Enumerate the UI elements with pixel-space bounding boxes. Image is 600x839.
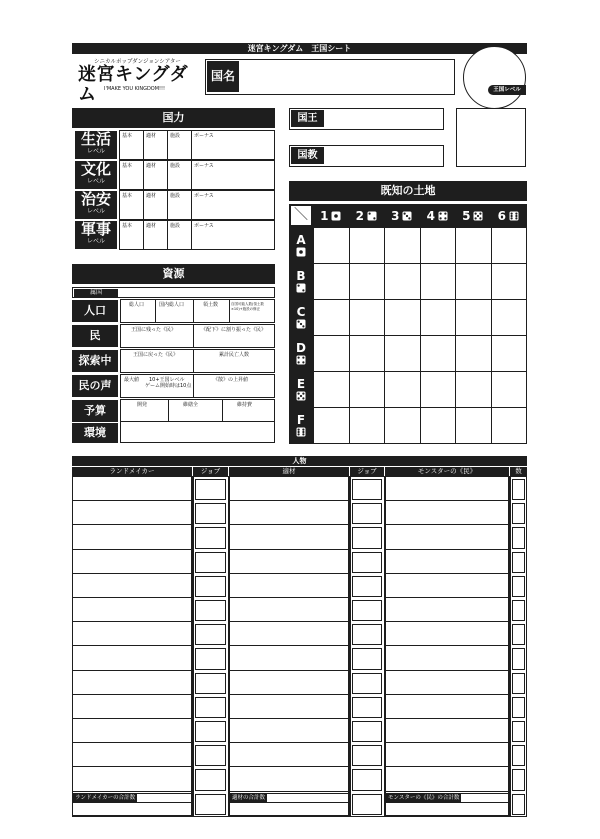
power-cell-label: ボーナス	[194, 133, 214, 139]
people-name-cell[interactable]	[229, 671, 349, 695]
logo	[74, 57, 204, 105]
people-job-cell[interactable]	[512, 527, 525, 548]
land-cell[interactable]	[491, 371, 528, 408]
people-job-cell[interactable]	[512, 479, 525, 500]
power-cell[interactable]	[120, 131, 144, 159]
power-cell-label: ボーナス	[194, 193, 214, 199]
people-name-cell[interactable]	[385, 695, 509, 719]
divider	[193, 350, 194, 372]
people-total-label: モンスターの《民》の合計数	[388, 795, 460, 801]
exploring-box[interactable]	[120, 349, 275, 373]
logo-tagline: I'MAKE YOU KINGDOM!!!	[104, 86, 166, 92]
power-cell-label: 施設	[170, 133, 181, 139]
explore-dead-label: 累計民亡人数	[219, 352, 250, 358]
die-face-icon	[296, 283, 306, 293]
power-cell[interactable]	[192, 221, 264, 249]
kingdom-name-box[interactable]	[205, 59, 455, 95]
divider	[193, 300, 194, 322]
divider	[222, 400, 223, 422]
land-cell[interactable]	[349, 371, 386, 408]
divider	[193, 325, 194, 347]
land-row-header	[289, 371, 313, 407]
people-name-cell[interactable]	[229, 719, 349, 743]
land-cell[interactable]	[349, 227, 386, 264]
people-name-cell[interactable]	[229, 574, 349, 598]
power-cell-label: 基本	[122, 223, 133, 229]
power-cell[interactable]	[144, 221, 168, 249]
people-job-cell[interactable]	[195, 624, 226, 645]
power-row-label	[75, 191, 117, 219]
land-row-letter: F	[296, 413, 306, 427]
power-cell[interactable]	[144, 161, 168, 189]
land-cell[interactable]	[313, 335, 350, 372]
pop-total-label: 総人口	[129, 302, 145, 308]
power-row-name: 軍事	[80, 220, 111, 238]
people-name-cell[interactable]	[385, 550, 509, 574]
land-cell[interactable]	[420, 371, 457, 408]
explore-returned-label: 王国に戻った《民》	[133, 352, 179, 358]
land-cell[interactable]	[384, 371, 421, 408]
divider	[193, 375, 194, 397]
die-face-icon	[473, 211, 483, 221]
budget-box[interactable]	[120, 399, 275, 423]
people-job-cell[interactable]	[352, 552, 382, 573]
people-total-box[interactable]	[229, 793, 349, 803]
power-cell-label: ボーナス	[194, 223, 214, 229]
land-col-number: 1	[320, 208, 329, 223]
people-job-cell[interactable]	[195, 479, 226, 500]
power-title: 国力	[72, 108, 275, 128]
people-name-cell[interactable]	[229, 767, 349, 791]
people-total-label: 適材の合計数	[232, 795, 266, 801]
voice-rise-label: 《散》の上昇値	[213, 377, 249, 383]
people-name-cell[interactable]	[385, 501, 509, 525]
people-name-cell[interactable]	[229, 477, 349, 501]
power-cell-label: 施設	[170, 193, 181, 199]
budget-dev-label: 開発	[137, 402, 148, 408]
land-row-header	[289, 263, 313, 299]
land-col-header	[384, 204, 420, 227]
land-cell[interactable]	[420, 407, 457, 444]
people-job-cell[interactable]	[512, 673, 525, 694]
land-col-header	[420, 204, 456, 227]
people-name-cell[interactable]	[385, 525, 509, 549]
land-cell[interactable]	[313, 227, 350, 264]
power-row-box[interactable]	[119, 220, 275, 250]
logo-subtitle: シニカルポップダンジョンシアター	[94, 59, 181, 65]
religion-label: 国教	[291, 147, 324, 164]
land-cell[interactable]	[491, 299, 528, 336]
power-cell[interactable]	[120, 221, 144, 249]
people-job-cell[interactable]	[352, 527, 382, 548]
resources-title: 資源	[72, 264, 275, 284]
people-job-cell[interactable]	[512, 600, 525, 621]
pop-capacity-label: 自国可能人数(領土数×10)+施設の修正	[231, 302, 264, 311]
land-col-number: 4	[426, 208, 435, 223]
king-label: 国王	[291, 110, 324, 127]
people-job-cell[interactable]	[352, 648, 382, 669]
power-cell-label: 適材	[146, 223, 157, 229]
people-job-cell[interactable]	[352, 721, 382, 742]
land-col-number: 5	[462, 208, 471, 223]
divider	[155, 300, 156, 322]
budget-upkeep-label: 維持費	[237, 402, 253, 408]
people-job-cell[interactable]	[195, 745, 226, 766]
people-job-cell[interactable]	[512, 697, 525, 718]
people-name-cell[interactable]	[72, 671, 192, 695]
people-job-cell[interactable]	[195, 769, 226, 790]
vassal-label: 属国	[74, 289, 118, 297]
people-name-cell[interactable]	[385, 671, 509, 695]
power-row-box[interactable]	[119, 130, 275, 160]
land-cell[interactable]	[313, 299, 350, 336]
power-row-sub: レベル	[86, 238, 105, 245]
people-job-cell[interactable]	[195, 527, 226, 548]
people-name-cell[interactable]	[385, 477, 509, 501]
land-row-letter: A	[296, 233, 306, 247]
land-cell[interactable]	[313, 263, 350, 300]
land-row-header	[289, 335, 313, 371]
people-name-cell[interactable]	[229, 622, 349, 646]
power-cell[interactable]	[192, 131, 264, 159]
land-cell[interactable]	[491, 227, 528, 264]
die-face-icon	[296, 355, 306, 365]
people-job-cell[interactable]	[195, 648, 226, 669]
people-job-cell[interactable]	[352, 576, 382, 597]
people-job-cell[interactable]	[352, 673, 382, 694]
people-name-cell[interactable]	[229, 550, 349, 574]
land-cell[interactable]	[455, 335, 492, 372]
people-name-cell[interactable]	[229, 646, 349, 670]
land-cell[interactable]	[491, 407, 528, 444]
people-name-cell[interactable]	[229, 525, 349, 549]
people-name-cell[interactable]	[72, 525, 192, 549]
land-cell[interactable]	[384, 227, 421, 264]
people-name-cell[interactable]	[72, 501, 192, 525]
land-row-letter: B	[296, 269, 306, 283]
land-title: 既知の土地	[289, 181, 527, 201]
power-cell-label: 施設	[170, 223, 181, 229]
power-cell[interactable]	[192, 191, 264, 219]
people-col-divider	[192, 476, 194, 817]
voice-max-label: 最大値	[124, 377, 140, 383]
religion-box[interactable]	[289, 145, 444, 167]
land-cell[interactable]	[384, 263, 421, 300]
voice-start-label: ゲーム開始時は10点	[145, 383, 192, 389]
people-job-cell[interactable]	[512, 769, 525, 790]
power-cell-label: 基本	[122, 163, 133, 169]
land-corner: ＼	[291, 206, 311, 225]
land-cell[interactable]	[455, 407, 492, 444]
voice-label: 民の声	[72, 375, 118, 397]
people-job-cell[interactable]	[512, 624, 525, 645]
people-name-cell[interactable]	[72, 550, 192, 574]
die-face-icon	[296, 391, 306, 401]
divider	[229, 300, 230, 322]
land-cell[interactable]	[420, 299, 457, 336]
people-remaining-label: 王国に残った《民》	[131, 327, 177, 333]
people-job-cell[interactable]	[352, 503, 382, 524]
land-cell[interactable]	[384, 407, 421, 444]
die-face-icon	[331, 211, 341, 221]
exploring-label: 探索中	[72, 350, 118, 372]
power-cell[interactable]	[168, 131, 192, 159]
people-col-header: ジョブ	[193, 467, 228, 476]
people-job-cell[interactable]	[195, 673, 226, 694]
power-cell[interactable]	[192, 161, 264, 189]
people-box[interactable]	[120, 324, 275, 348]
land-cell[interactable]	[420, 227, 457, 264]
budget-repair-label: 維繕全	[183, 402, 199, 408]
die-face-icon	[296, 427, 306, 437]
emblem-box[interactable]	[456, 108, 526, 167]
people-name-cell[interactable]	[72, 719, 192, 743]
power-row-label	[75, 161, 117, 189]
land-row-header	[289, 227, 313, 263]
people-title: 人物	[72, 456, 527, 466]
pop-territory-label: 領土数	[203, 302, 219, 308]
people-name-cell[interactable]	[385, 622, 509, 646]
land-col-header	[349, 204, 385, 227]
people-name-cell[interactable]	[229, 743, 349, 767]
power-cell[interactable]	[120, 161, 144, 189]
people-name-cell[interactable]	[385, 574, 509, 598]
die-face-icon	[509, 211, 519, 221]
power-row-box[interactable]	[119, 160, 275, 190]
land-row-header	[289, 407, 313, 443]
people-job-cell[interactable]	[195, 721, 226, 742]
people-name-cell[interactable]	[385, 767, 509, 791]
people-name-cell[interactable]	[229, 695, 349, 719]
people-grid	[72, 467, 527, 798]
people-name-cell[interactable]	[229, 501, 349, 525]
people-name-cell[interactable]	[72, 477, 192, 501]
people-name-cell[interactable]	[72, 695, 192, 719]
land-cell[interactable]	[349, 299, 386, 336]
power-row-name: 生活	[80, 130, 111, 148]
land-row-header	[289, 299, 313, 335]
people-job-cell[interactable]	[195, 552, 226, 573]
people-name-cell[interactable]	[72, 598, 192, 622]
people-col-divider	[509, 476, 511, 817]
power-cell-label: 適材	[146, 193, 157, 199]
land-cell[interactable]	[349, 407, 386, 444]
voice-box[interactable]	[120, 374, 275, 398]
land-col-number: 2	[355, 208, 364, 223]
people-name-cell[interactable]	[72, 767, 192, 791]
power-cell-label: 適材	[146, 133, 157, 139]
resources-panel	[72, 264, 275, 443]
land-cell[interactable]	[491, 263, 528, 300]
power-row-label	[75, 221, 117, 249]
people-col-header: ランドメイカー	[72, 467, 192, 476]
power-row-label	[75, 131, 117, 159]
die-face-icon	[438, 211, 448, 221]
people-label: 民	[72, 325, 118, 347]
land-col-header	[455, 204, 491, 227]
pop-domestic-label: 国内総人口	[159, 302, 185, 308]
people-job-cell[interactable]	[512, 745, 525, 766]
power-cell[interactable]	[168, 161, 192, 189]
power-cell[interactable]	[168, 191, 192, 219]
die-face-icon	[367, 211, 377, 221]
population-box[interactable]	[120, 299, 275, 323]
people-col-divider	[349, 476, 351, 817]
land-row-letter: C	[296, 305, 306, 319]
land-grid	[289, 204, 527, 444]
budget-label: 予算	[72, 400, 118, 422]
land-row-letter: D	[296, 341, 306, 355]
people-col-header: モンスターの《民》	[385, 467, 509, 476]
population-label: 人口	[72, 300, 118, 322]
people-job-cell[interactable]	[195, 697, 226, 718]
voice-formula-label: 10+王国レベル	[149, 377, 185, 383]
power-cell-label: 基本	[122, 193, 133, 199]
people-name-cell[interactable]	[229, 598, 349, 622]
people-assigned-label: 《配下》に割り振った《民》	[201, 327, 267, 333]
people-job-cell[interactable]	[512, 552, 525, 573]
environment-label: 環境	[72, 423, 118, 443]
power-panel	[72, 108, 275, 253]
people-job-cell[interactable]	[512, 576, 525, 597]
people-job-cell[interactable]	[195, 503, 226, 524]
people-footer	[72, 793, 527, 805]
people-job-cell[interactable]	[512, 721, 525, 742]
people-name-cell[interactable]	[72, 622, 192, 646]
people-col-header: ジョブ	[350, 467, 384, 476]
land-cell[interactable]	[455, 371, 492, 408]
divider	[168, 400, 169, 422]
power-row-name: 文化	[80, 160, 111, 178]
land-cell[interactable]	[313, 407, 350, 444]
people-job-cell[interactable]	[352, 624, 382, 645]
kingdom-level-circle[interactable]	[463, 46, 526, 109]
environment-box[interactable]	[120, 421, 275, 443]
power-cell-label: 適材	[146, 163, 157, 169]
people-panel	[72, 456, 527, 808]
land-col-number: 3	[391, 208, 400, 223]
logo-main: 迷宮キングダム	[78, 64, 189, 105]
land-col-number: 6	[497, 208, 506, 223]
people-col-header: 数	[510, 467, 527, 476]
power-row-sub: レベル	[86, 148, 105, 155]
land-cell[interactable]	[420, 263, 457, 300]
people-total-label: ランドメイカーの合計数	[75, 795, 136, 801]
land-cell[interactable]	[455, 227, 492, 264]
power-row-sub: レベル	[86, 208, 105, 215]
land-cell[interactable]	[491, 335, 528, 372]
vassal-row[interactable]	[72, 287, 275, 298]
people-name-cell[interactable]	[385, 743, 509, 767]
kingdom-level-label: 王国レベル	[488, 85, 526, 95]
land-cell[interactable]	[384, 335, 421, 372]
people-name-cell[interactable]	[385, 646, 509, 670]
people-name-cell[interactable]	[72, 646, 192, 670]
people-job-cell[interactable]	[352, 600, 382, 621]
people-job-cell[interactable]	[352, 745, 382, 766]
land-cell[interactable]	[349, 263, 386, 300]
people-job-cell[interactable]	[512, 503, 525, 524]
land-col-header	[491, 204, 527, 227]
people-total-box[interactable]	[385, 793, 509, 803]
land-cell[interactable]	[349, 335, 386, 372]
land-panel	[289, 181, 527, 444]
people-job-cell[interactable]	[195, 576, 226, 597]
kingdom-name-label: 国名	[207, 61, 239, 92]
king-box[interactable]	[289, 108, 444, 130]
people-name-cell[interactable]	[385, 719, 509, 743]
people-col-header: 適材	[229, 467, 349, 476]
power-cell-label: ボーナス	[194, 163, 214, 169]
people-col-divider	[228, 476, 230, 817]
power-row-box[interactable]	[119, 190, 275, 220]
land-cell[interactable]	[384, 299, 421, 336]
power-cell-label: 基本	[122, 133, 133, 139]
title-bar: 迷宮キングダム 王国シート	[72, 43, 527, 54]
people-col-divider	[384, 476, 386, 817]
people-job-cell[interactable]	[512, 648, 525, 669]
power-cell[interactable]	[168, 221, 192, 249]
land-cell[interactable]	[455, 263, 492, 300]
people-job-cell[interactable]	[352, 697, 382, 718]
land-cell[interactable]	[313, 371, 350, 408]
land-col-header	[313, 204, 349, 227]
land-row-letter: E	[296, 377, 306, 391]
people-name-cell[interactable]	[72, 574, 192, 598]
people-name-cell[interactable]	[385, 598, 509, 622]
land-cell[interactable]	[455, 299, 492, 336]
people-job-cell[interactable]	[352, 769, 382, 790]
power-row-sub: レベル	[86, 178, 105, 185]
power-cell[interactable]	[144, 131, 168, 159]
die-face-icon	[296, 319, 306, 329]
power-cell-label: 施設	[170, 163, 181, 169]
die-face-icon	[296, 247, 306, 257]
power-cell[interactable]	[120, 191, 144, 219]
land-cell[interactable]	[420, 335, 457, 372]
people-job-cell[interactable]	[352, 479, 382, 500]
people-total-box[interactable]	[72, 793, 192, 803]
people-name-cell[interactable]	[72, 743, 192, 767]
power-cell[interactable]	[144, 191, 168, 219]
power-row-name: 治安	[80, 190, 111, 208]
people-job-cell[interactable]	[195, 600, 226, 621]
die-face-icon	[402, 211, 412, 221]
